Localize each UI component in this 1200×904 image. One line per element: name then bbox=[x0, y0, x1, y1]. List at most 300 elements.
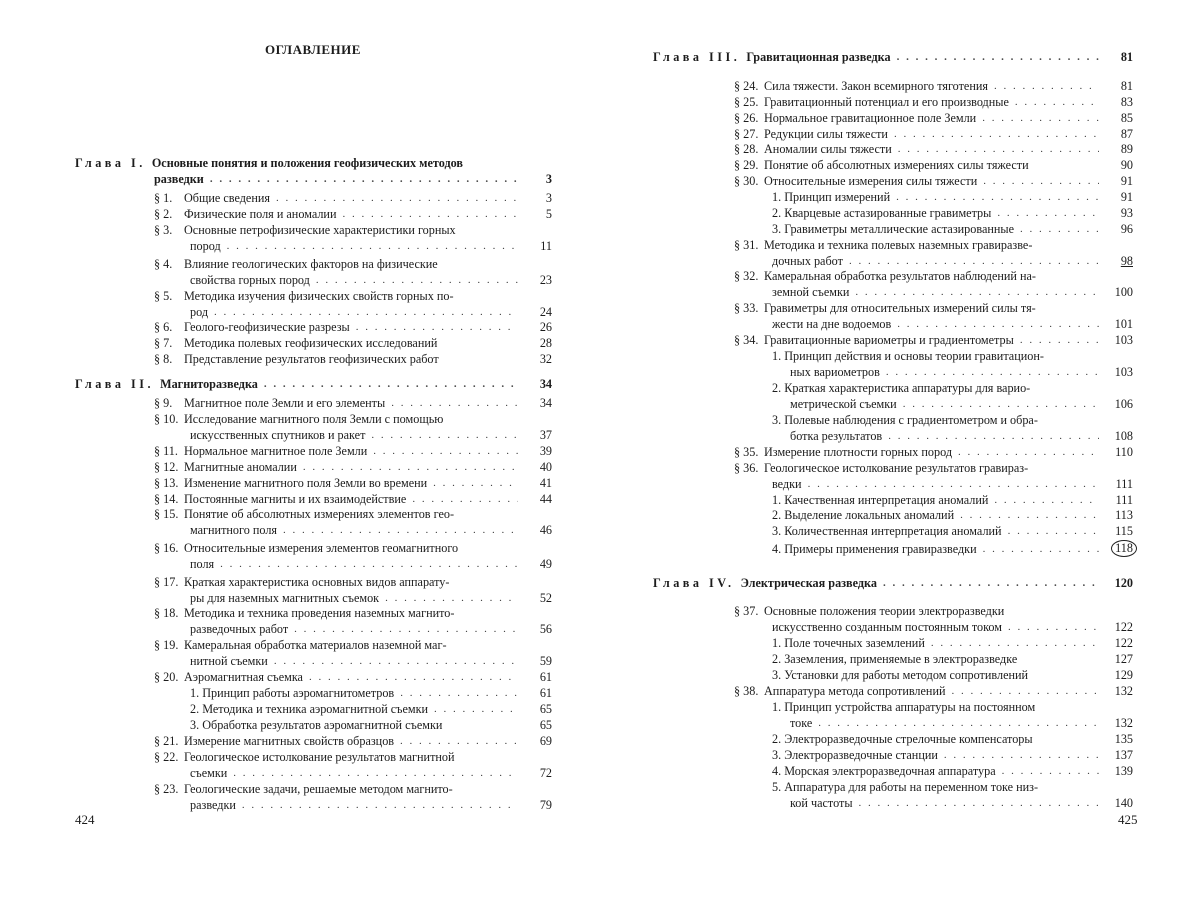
toc-entry bbox=[734, 142, 1133, 157]
entry-page-number bbox=[522, 492, 552, 507]
toc-entry bbox=[734, 174, 1133, 189]
entry-title: Аппаратура метода сопротивлений bbox=[764, 684, 946, 698]
dot-leader bbox=[433, 476, 518, 491]
section-number: § 24. bbox=[734, 79, 759, 93]
page-number-text: 79 bbox=[539, 798, 552, 812]
entry-page-number bbox=[1103, 716, 1133, 731]
dot-leader bbox=[373, 444, 518, 459]
toc-entry bbox=[772, 254, 1133, 269]
toc-entry bbox=[154, 412, 552, 427]
toc-entry bbox=[790, 365, 1133, 380]
entry-page-number bbox=[1103, 508, 1133, 523]
toc-entry bbox=[734, 269, 1133, 284]
entry-title: Редукции силы тяжести bbox=[764, 127, 888, 141]
page-number-text: 103 bbox=[1114, 333, 1133, 347]
entry-page-number bbox=[522, 622, 552, 637]
entry-page-number bbox=[522, 798, 552, 813]
entry-page-number bbox=[522, 207, 552, 222]
entry-page-number bbox=[522, 654, 552, 669]
page-number-text: 44 bbox=[539, 492, 552, 506]
entry-title: искусственных спутников и ракет bbox=[190, 428, 366, 442]
dot-leader bbox=[952, 684, 1100, 699]
page-number-text: 137 bbox=[1114, 748, 1133, 762]
entry-title: съемки bbox=[190, 766, 228, 780]
entry-title: Камеральная обработка результатов наблюдений на- bbox=[764, 269, 1036, 283]
toc-entry bbox=[772, 540, 1133, 557]
entry-title: токе bbox=[790, 716, 813, 730]
section-number: § 33. bbox=[734, 301, 759, 315]
section-number: § 9. bbox=[154, 396, 173, 410]
page-number-text: 91 bbox=[1120, 190, 1133, 204]
entry-title: 3. Установки для работы методом сопротивлений bbox=[772, 668, 1029, 682]
chapter-label: Глава IV. bbox=[653, 576, 735, 590]
entry-title: 4. Морская электроразведочная аппаратура bbox=[772, 764, 996, 778]
section-number: § 13. bbox=[154, 476, 179, 490]
entry-page-number bbox=[522, 239, 552, 254]
dot-leader bbox=[894, 127, 1099, 142]
entry-page-number bbox=[522, 460, 552, 475]
dot-leader bbox=[818, 716, 1099, 731]
right-page bbox=[600, 0, 1200, 904]
entry-title: разведки bbox=[190, 798, 236, 812]
entry-title: 5. Аппаратура для работы на переменном токе низ- bbox=[772, 780, 1039, 794]
entry-title: искусственно созданным постоянным током bbox=[772, 620, 1002, 634]
dot-leader bbox=[371, 428, 518, 443]
dot-leader bbox=[1008, 620, 1099, 635]
toc-entry bbox=[772, 508, 1133, 523]
page-number-text: 96 bbox=[1120, 222, 1133, 236]
page-number-text: 101 bbox=[1114, 317, 1133, 331]
entry-page-number bbox=[522, 352, 552, 367]
dot-leader bbox=[283, 523, 518, 538]
entry-page-number bbox=[1103, 50, 1133, 65]
toc-entry bbox=[154, 541, 552, 556]
toc-entry bbox=[772, 780, 1133, 795]
entry-title: Гравитационные вариометры и градиентометры bbox=[764, 333, 1014, 347]
toc-entry bbox=[772, 652, 1133, 667]
section-number: § 18. bbox=[154, 606, 179, 620]
section-number: § 1. bbox=[154, 191, 173, 205]
toc-entry bbox=[190, 557, 552, 572]
toc-entry bbox=[154, 670, 552, 685]
section-number: § 35. bbox=[734, 445, 759, 459]
entry-title: Общие сведения bbox=[184, 191, 270, 205]
toc-entry bbox=[734, 333, 1133, 348]
entry-title: Постоянные магниты и их взаимодействие bbox=[184, 492, 407, 506]
entry-title: 3. Электроразведочные станции bbox=[772, 748, 938, 762]
entry-page-number bbox=[1103, 652, 1133, 667]
dot-leader bbox=[309, 670, 518, 685]
page-number-text: 103 bbox=[1114, 365, 1133, 379]
dot-leader bbox=[997, 206, 1099, 221]
page-number-text: 46 bbox=[539, 523, 552, 537]
dot-leader bbox=[391, 396, 518, 411]
toc-entry bbox=[154, 575, 552, 590]
page-number-text: 120 bbox=[1114, 576, 1133, 590]
page-number-text: 87 bbox=[1120, 127, 1133, 141]
entry-page-number bbox=[522, 396, 552, 411]
entry-page-number bbox=[522, 686, 552, 701]
entry-page-number bbox=[1103, 524, 1133, 539]
entry-title: 1. Принцип измерений bbox=[772, 190, 891, 204]
toc-entry bbox=[772, 732, 1133, 747]
page-number-text: 59 bbox=[539, 654, 552, 668]
toc-entry bbox=[734, 684, 1133, 699]
entry-page-number bbox=[1103, 127, 1133, 142]
entry-title: магнитного поля bbox=[190, 523, 278, 537]
entry-title: 1. Качественная интерпретация аномалий bbox=[772, 493, 989, 507]
entry-page-number bbox=[522, 557, 552, 572]
entry-page-number bbox=[1103, 684, 1133, 699]
entry-page-number bbox=[522, 305, 552, 320]
page-number-text: 65 bbox=[539, 702, 552, 716]
toc-entry bbox=[734, 158, 1133, 173]
dot-leader bbox=[294, 622, 518, 637]
entry-page-number bbox=[1103, 636, 1133, 651]
toc-entry bbox=[154, 223, 552, 238]
page-number-text: 3 bbox=[545, 172, 552, 186]
entry-title: 2. Выделение локальных аномалий bbox=[772, 508, 955, 522]
entry-page-number bbox=[1103, 317, 1133, 332]
right-page-number: 425 bbox=[1118, 812, 1138, 827]
section-number: § 17. bbox=[154, 575, 179, 589]
section-number: § 26. bbox=[734, 111, 759, 125]
entry-title: нитной съемки bbox=[190, 654, 268, 668]
entry-page-number bbox=[1103, 174, 1133, 189]
toc-chapter-entry bbox=[75, 377, 552, 392]
section-number: § 10. bbox=[154, 412, 179, 426]
entry-page-number bbox=[522, 444, 552, 459]
page-number-text: 81 bbox=[1120, 50, 1133, 64]
page-number-text: 5 bbox=[545, 207, 552, 221]
entry-title: разведочных работ bbox=[190, 622, 289, 636]
page-number-text: 65 bbox=[539, 718, 552, 732]
dot-leader bbox=[1020, 222, 1099, 237]
dot-leader bbox=[983, 542, 1099, 557]
toc-entry bbox=[190, 654, 552, 669]
section-number: § 31. bbox=[734, 238, 759, 252]
entry-page-number bbox=[522, 718, 552, 733]
entry-title: ных вариометров bbox=[790, 365, 880, 379]
toc-entry bbox=[772, 748, 1133, 763]
entry-title: Магниторазведка bbox=[160, 377, 258, 391]
entry-page-number bbox=[1103, 79, 1133, 94]
page-number-text: 111 bbox=[1115, 477, 1133, 491]
toc-entry bbox=[190, 273, 552, 288]
chapter-label: Глава II. bbox=[75, 377, 155, 391]
toc-entry bbox=[154, 476, 552, 491]
entry-title: Относительные измерения силы тяжести bbox=[764, 174, 978, 188]
entry-title: Физические поля и аномалии bbox=[184, 207, 337, 221]
page-number-text: 85 bbox=[1120, 111, 1133, 125]
toc-entry bbox=[154, 507, 552, 522]
entry-title: Методика и техника проведения наземных магнито- bbox=[184, 606, 455, 620]
entry-page-number bbox=[522, 172, 552, 187]
dot-leader bbox=[808, 477, 1099, 492]
toc-entry bbox=[154, 207, 552, 222]
entry-title: Электрическая разведка bbox=[740, 576, 877, 590]
entry-title: жести на дне водоемов bbox=[772, 317, 892, 331]
toc-entry bbox=[734, 111, 1133, 126]
entry-title: Аэромагнитная съемка bbox=[184, 670, 303, 684]
entry-title: кой частоты bbox=[790, 796, 853, 810]
dot-leader bbox=[385, 591, 518, 606]
section-number: § 37. bbox=[734, 604, 759, 618]
toc-entry bbox=[190, 239, 552, 254]
dot-leader bbox=[931, 636, 1099, 651]
entry-page-number bbox=[1103, 429, 1133, 444]
page-number-text: 24 bbox=[539, 305, 552, 319]
page-number-text: 100 bbox=[1114, 285, 1133, 299]
page-number-text: 28 bbox=[539, 336, 552, 350]
entry-page-number bbox=[1103, 222, 1133, 237]
toc-entry bbox=[772, 317, 1133, 332]
toc-entry bbox=[790, 716, 1133, 731]
entry-page-number bbox=[522, 734, 552, 749]
entry-title: Геологические задачи, решаемые методом магнито- bbox=[184, 782, 453, 796]
dot-leader bbox=[1002, 764, 1099, 779]
section-number: § 16. bbox=[154, 541, 179, 555]
entry-title: Основные петрофизические характеристики горных bbox=[184, 223, 456, 237]
page-number-text: 140 bbox=[1114, 796, 1133, 810]
toc-entry bbox=[190, 622, 552, 637]
entry-page-number bbox=[1103, 576, 1133, 591]
page-number-text: 34 bbox=[539, 396, 552, 410]
entry-page-number bbox=[522, 273, 552, 288]
entry-title: Геологическое истолкование результатов магнитной bbox=[184, 750, 455, 764]
page-number-text: 3 bbox=[545, 191, 552, 205]
toc-entry bbox=[190, 686, 552, 701]
page-number-text: 52 bbox=[539, 591, 552, 605]
page-number-text: 32 bbox=[539, 352, 552, 366]
toc-entry bbox=[190, 428, 552, 443]
entry-title: Измерение плотности горных пород bbox=[764, 445, 953, 459]
dot-leader bbox=[897, 317, 1099, 332]
entry-title: Исследование магнитного поля Земли с помощью bbox=[184, 412, 444, 426]
entry-title: Измерение магнитных свойств образцов bbox=[184, 734, 395, 748]
toc-entry bbox=[154, 191, 552, 206]
entry-page-number bbox=[1103, 190, 1133, 205]
section-number: § 30. bbox=[734, 174, 759, 188]
section-number: § 19. bbox=[154, 638, 179, 652]
toc-entry bbox=[772, 668, 1133, 683]
left-page-number: 424 bbox=[75, 812, 95, 827]
toc-entry bbox=[734, 127, 1133, 142]
page-number-text: 106 bbox=[1114, 397, 1133, 411]
section-number: § 28. bbox=[734, 142, 759, 156]
dot-leader bbox=[982, 111, 1099, 126]
dot-leader bbox=[1015, 95, 1099, 110]
page-number-text: 56 bbox=[539, 622, 552, 636]
entry-page-number bbox=[1103, 365, 1133, 380]
entry-title: Гравитационная разведка bbox=[746, 50, 891, 64]
toc-chapter-entry bbox=[653, 50, 1133, 65]
dot-leader bbox=[210, 172, 518, 187]
dot-leader bbox=[994, 493, 1099, 508]
toc-entry bbox=[190, 798, 552, 813]
entry-page-number bbox=[1103, 111, 1133, 126]
entry-title: 1. Принцип действия и основы теории гравитацион- bbox=[772, 349, 1044, 363]
entry-page-number bbox=[1103, 333, 1133, 348]
dot-leader bbox=[958, 445, 1099, 460]
entry-title: дочных работ bbox=[772, 254, 843, 268]
page-number-text: 122 bbox=[1114, 636, 1133, 650]
entry-title: ботка результатов bbox=[790, 429, 883, 443]
toc-entry bbox=[190, 523, 552, 538]
section-number: § 23. bbox=[154, 782, 179, 796]
dot-leader bbox=[264, 377, 518, 392]
page-number-text: 132 bbox=[1114, 684, 1133, 698]
entry-title: Представление результатов геофизических работ bbox=[184, 352, 439, 366]
entry-page-number bbox=[522, 766, 552, 781]
page-number-text: 90 bbox=[1120, 158, 1133, 172]
dot-leader bbox=[897, 50, 1099, 65]
section-number: § 11. bbox=[154, 444, 178, 458]
entry-title: Основные понятия и положения геофизических методов bbox=[151, 156, 464, 170]
page-number-text: 39 bbox=[539, 444, 552, 458]
entry-title: Понятие об абсолютных измерениях силы тяжести bbox=[764, 158, 1029, 172]
dot-leader bbox=[276, 191, 518, 206]
toc-entry bbox=[772, 477, 1133, 492]
page-number-text: 40 bbox=[539, 460, 552, 474]
toc-entry bbox=[154, 320, 552, 335]
toc-entry bbox=[734, 238, 1133, 253]
dot-leader bbox=[1020, 333, 1099, 348]
circled-page-number: 118 bbox=[1111, 540, 1137, 557]
entry-title: Магнитное поле Земли и его элементы bbox=[184, 396, 386, 410]
page-number-text: 135 bbox=[1114, 732, 1133, 746]
entry-page-number bbox=[1103, 397, 1133, 412]
dot-leader bbox=[400, 686, 518, 701]
entry-title: Основные положения теории электроразведки bbox=[764, 604, 1005, 618]
entry-title: поля bbox=[190, 557, 215, 571]
page-number-text: 91 bbox=[1120, 174, 1133, 188]
dot-leader bbox=[220, 557, 518, 572]
page-number-text: 69 bbox=[539, 734, 552, 748]
toc-chapter-entry bbox=[154, 172, 552, 187]
entry-title: Сила тяжести. Закон всемирного тяготения bbox=[764, 79, 988, 93]
section-number: § 14. bbox=[154, 492, 179, 506]
page-number-text: 37 bbox=[539, 428, 552, 442]
dot-leader bbox=[227, 239, 518, 254]
section-number: § 6. bbox=[154, 320, 173, 334]
toc-entry bbox=[154, 444, 552, 459]
page-number-text: 61 bbox=[539, 686, 552, 700]
dot-leader bbox=[356, 320, 518, 335]
entry-title: Аномалии силы тяжести bbox=[764, 142, 892, 156]
toc-entry bbox=[772, 206, 1133, 221]
toc-entry bbox=[154, 492, 552, 507]
toc-entry bbox=[772, 700, 1133, 715]
section-number: § 4. bbox=[154, 257, 173, 271]
entry-page-number bbox=[522, 476, 552, 491]
entry-title: Методика изучения физических свойств горных по- bbox=[184, 289, 454, 303]
toc-entry bbox=[154, 396, 552, 411]
entry-title: метрической съемки bbox=[790, 397, 897, 411]
toc-entry bbox=[154, 352, 552, 367]
section-number: § 8. bbox=[154, 352, 173, 366]
entry-title: Понятие об абсолютных измерениях элементов гео- bbox=[184, 507, 455, 521]
dot-leader bbox=[944, 748, 1099, 763]
page-number-text: 83 bbox=[1120, 95, 1133, 109]
toc-entry bbox=[772, 636, 1133, 651]
dot-leader bbox=[883, 576, 1099, 591]
entry-page-number bbox=[1103, 254, 1133, 269]
entry-title: Магнитные аномалии bbox=[184, 460, 297, 474]
dot-leader bbox=[898, 142, 1099, 157]
toc-entry bbox=[772, 493, 1133, 508]
toc-entry bbox=[734, 95, 1133, 110]
entry-title: разведки bbox=[154, 172, 204, 186]
toc-entry bbox=[734, 445, 1133, 460]
page-number-text: 98 bbox=[1120, 254, 1133, 268]
toc-chapter-entry bbox=[75, 156, 552, 171]
entry-title: ры для наземных магнитных съемок bbox=[190, 591, 380, 605]
section-number: § 36. bbox=[734, 461, 759, 475]
dot-leader bbox=[886, 365, 1099, 380]
entry-page-number bbox=[522, 377, 552, 392]
page-number-text: 110 bbox=[1115, 445, 1133, 459]
entry-page-number bbox=[1103, 445, 1133, 460]
section-number: § 29. bbox=[734, 158, 759, 172]
dot-leader bbox=[855, 285, 1099, 300]
entry-title: 2. Краткая характеристика аппаратуры для вариo- bbox=[772, 381, 1031, 395]
section-number: § 20. bbox=[154, 670, 179, 684]
toc-entry bbox=[772, 620, 1133, 635]
toc-entry bbox=[790, 429, 1133, 444]
section-number: § 3. bbox=[154, 223, 173, 237]
toc-entry bbox=[772, 285, 1133, 300]
page-number-text: 61 bbox=[539, 670, 552, 684]
toc-entry bbox=[734, 461, 1133, 476]
dot-leader bbox=[316, 273, 518, 288]
dot-leader bbox=[303, 460, 518, 475]
section-number: § 22. bbox=[154, 750, 179, 764]
entry-page-number bbox=[1103, 796, 1133, 811]
page-number-text: 49 bbox=[539, 557, 552, 571]
toc-entry bbox=[772, 381, 1133, 396]
page-number-text: 11 bbox=[540, 239, 552, 253]
entry-title: 3. Обработка результатов аэромагнитной съемки bbox=[190, 718, 443, 732]
entry-title: 2. Методика и техника аэромагнитной съемки bbox=[190, 702, 429, 716]
section-number: § 12. bbox=[154, 460, 179, 474]
toc-entry bbox=[154, 606, 552, 621]
entry-title: пород bbox=[190, 239, 221, 253]
toc-entry bbox=[190, 766, 552, 781]
entry-title: 1. Принцип работы аэромагнитометров bbox=[190, 686, 395, 700]
entry-page-number bbox=[1103, 732, 1133, 747]
entry-page-number bbox=[522, 670, 552, 685]
dot-leader bbox=[434, 702, 518, 717]
page-number-text: 72 bbox=[539, 766, 552, 780]
dot-leader bbox=[1008, 524, 1099, 539]
page-number-text: 132 bbox=[1114, 716, 1133, 730]
toc-entry bbox=[154, 257, 552, 272]
toc-entry bbox=[790, 397, 1133, 412]
page-number-text: 113 bbox=[1115, 508, 1133, 522]
toc-entry bbox=[772, 524, 1133, 539]
toc-entry bbox=[772, 413, 1133, 428]
toc-entry bbox=[772, 222, 1133, 237]
entry-page-number bbox=[1103, 285, 1133, 300]
page-number-text: 127 bbox=[1114, 652, 1133, 666]
section-number: § 27. bbox=[734, 127, 759, 141]
entry-page-number bbox=[522, 428, 552, 443]
entry-title: Влияние геологических факторов на физические bbox=[184, 257, 438, 271]
entry-title: Относительные измерения элементов геомагнитного bbox=[184, 541, 459, 555]
entry-title: 4. Примеры применения гравиразведки bbox=[772, 542, 977, 556]
entry-title: Геолого-геофизические разрезы bbox=[184, 320, 350, 334]
